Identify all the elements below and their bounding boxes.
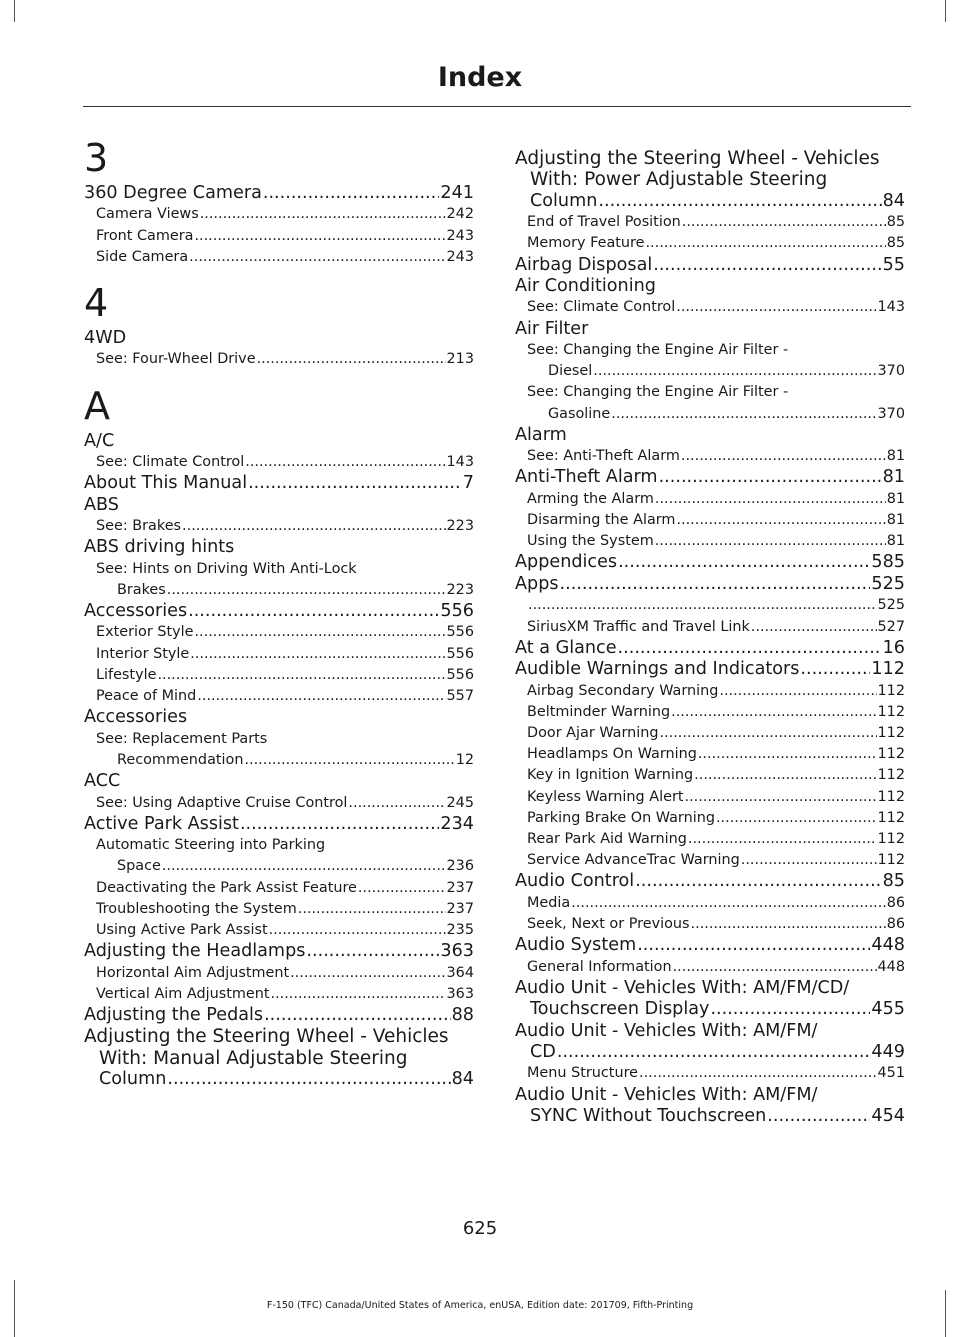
index-heading: Alarm: [515, 424, 567, 445]
index-heading: Audio Unit - Vehicles With: AM/FM/: [515, 1020, 818, 1041]
index-subentry[interactable]: See: Four-Wheel Drive ..... 213: [84, 349, 474, 370]
index-entry[interactable]: Column ..... 84: [84, 1069, 474, 1090]
index-subentry[interactable]: Deactivating the Park Assist Feature ..... 237: [84, 878, 474, 899]
index-heading: Accessories: [84, 707, 188, 728]
index-subentry[interactable]: Keyless Warning Alert ..... 112: [515, 787, 905, 808]
index-subentry[interactable]: Service AdvanceTrac Warning ..... 112: [515, 850, 905, 871]
index-entry[interactable]: Accessories ..... 556: [84, 601, 474, 622]
index-heading: Adjusting the Steering Wheel - Vehicles: [515, 148, 880, 169]
page-number: 625: [462, 1218, 498, 1239]
index-heading: With: Manual Adjustable Steering: [99, 1047, 408, 1069]
index-heading: Air Conditioning: [515, 276, 656, 297]
index-entry[interactable]: Apps ..... 525: [515, 574, 905, 595]
index-subentry[interactable]: Media ..... 86: [515, 893, 905, 914]
index-entry[interactable]: CD ..... 449: [515, 1042, 905, 1063]
index-heading: With: Power Adjustable Steering: [530, 169, 828, 191]
index-subentry[interactable]: Vertical Aim Adjustment ..... 363: [84, 984, 474, 1005]
index-entry[interactable]: SYNC Without Touchscreen ..... 454: [515, 1106, 905, 1127]
index-subentry[interactable]: Camera Views ..... 242: [84, 204, 474, 225]
index-entry[interactable]: About This Manual ..... 7: [84, 473, 474, 494]
index-subentry[interactable]: Gasoline ..... 370: [515, 404, 905, 425]
index-entry[interactable]: Airbag Disposal ..... 55: [515, 255, 905, 276]
index-subentry-text: See: Hints on Driving With Anti-Lock: [96, 560, 357, 577]
index-subentry[interactable]: Interior Style ..... 556: [84, 644, 474, 665]
index-subentry-text: Automatic Steering into Parking: [96, 837, 326, 854]
crop-mark: [945, 0, 946, 22]
section-letter: 3: [84, 136, 109, 180]
index-subentry[interactable]: See: Climate Control ..... 143: [515, 297, 905, 318]
index-subentry[interactable]: Disarming the Alarm ..... 81: [515, 510, 905, 531]
index-subentry[interactable]: Headlamps On Warning ..... 112: [515, 744, 905, 765]
index-subentry[interactable]: Diesel ..... 370: [515, 361, 905, 382]
index-subentry[interactable]: Troubleshooting the System ..... 237: [84, 899, 474, 920]
index-subentry[interactable]: Door Ajar Warning ..... 112: [515, 723, 905, 744]
index-subentry[interactable]: See: Climate Control ..... 143: [84, 452, 474, 473]
index-heading: Adjusting the Steering Wheel - Vehicles: [84, 1026, 449, 1048]
index-heading: A/C: [84, 430, 115, 451]
section-letter: A: [84, 383, 110, 428]
index-subentry[interactable]: Menu Structure ..... 451: [515, 1063, 905, 1084]
index-entry[interactable]: Adjusting the Pedals ..... 88: [84, 1005, 474, 1026]
index-subentry[interactable]: Peace of Mind ..... 557: [84, 686, 474, 707]
index-subentry[interactable]: Seek, Next or Previous ..... 86: [515, 914, 905, 935]
index-subentry[interactable]: Using the System ..... 81: [515, 531, 905, 552]
index-entry[interactable]: Appendices ..... 585: [515, 552, 905, 573]
index-entry[interactable]: At a Glance ..... 16: [515, 638, 905, 659]
index-subentry[interactable]: Exterior Style ..... 556: [84, 622, 474, 643]
index-subentry[interactable]: General Information ..... 448: [515, 957, 905, 978]
index-subentry-text: See: Changing the Engine Air Filter -: [527, 384, 789, 401]
index-subentry[interactable]: Using Active Park Assist ..... 235: [84, 920, 474, 941]
index-column-left: [84, 133, 474, 1091]
crop-mark: [14, 0, 15, 22]
index-entry[interactable]: Adjusting the Headlamps ..... 363: [84, 941, 474, 962]
index-subentry[interactable]: Brakes ..... 223: [84, 580, 474, 601]
index-entry[interactable]: Active Park Assist ..... 234: [84, 814, 474, 835]
index-subentry[interactable]: Key in Ignition Warning ..... 112: [515, 765, 905, 786]
index-subentry[interactable]: Lifestyle ..... 556: [84, 665, 474, 686]
index-subentry[interactable]: Parking Brake On Warning ..... 112: [515, 808, 905, 829]
index-column-right: [515, 148, 905, 1127]
index-subentry[interactable]: Airbag Secondary Warning ..... 112: [515, 681, 905, 702]
index-subentry[interactable]: Front Camera ..... 243: [84, 226, 474, 247]
index-subentry-text: See: Changing the Engine Air Filter -: [527, 342, 789, 359]
index-heading: 4WD: [84, 328, 127, 349]
section-letter: 4: [84, 281, 109, 326]
index-subentry[interactable]: SiriusXM Traffic and Travel Link ..... 527: [515, 617, 905, 638]
index-subentry[interactable]: See: Using Adaptive Cruise Control ..... 245: [84, 793, 474, 814]
index-subentry[interactable]: Rear Park Aid Warning ..... 112: [515, 829, 905, 850]
index-subentry[interactable]: Space ..... 236: [84, 856, 474, 877]
index-heading: Audio Unit - Vehicles With: AM/FM/CD/: [515, 977, 850, 998]
index-subentry[interactable]: Side Camera ..... 243: [84, 247, 474, 268]
index-subentry[interactable]: End of Travel Position ..... 85: [515, 212, 905, 233]
index-entry[interactable]: Anti-Theft Alarm ..... 81: [515, 467, 905, 488]
index-entry[interactable]: Touchscreen Display ..... 455: [515, 999, 905, 1020]
index-subentry[interactable]: See: Brakes ..... 223: [84, 516, 474, 537]
index-subentry[interactable]: ..... 525: [515, 595, 905, 616]
header-rule: [83, 106, 911, 107]
index-subentry[interactable]: Beltminder Warning ..... 112: [515, 702, 905, 723]
crop-mark: [945, 1290, 946, 1337]
index-subentry-text: See: Replacement Parts: [96, 730, 268, 747]
index-heading: ABS driving hints: [84, 537, 235, 558]
index-heading: Air Filter: [515, 318, 589, 339]
index-heading: Audio Unit - Vehicles With: AM/FM/: [515, 1084, 818, 1105]
index-subentry[interactable]: See: Anti-Theft Alarm ..... 81: [515, 446, 905, 467]
index-entry[interactable]: 360 Degree Camera ..... 241: [84, 183, 474, 204]
page-title: Index: [437, 62, 523, 93]
footer-text: F-150 (TFC) Canada/United States of America, enUSA, Edition date: 201709, Fifth-Printing: [266, 1300, 694, 1311]
index-entry[interactable]: Audible Warnings and Indicators ..... 112: [515, 659, 905, 680]
index-subentry[interactable]: Memory Feature ..... 85: [515, 233, 905, 254]
index-subentry[interactable]: Arming the Alarm ..... 81: [515, 489, 905, 510]
index-entry[interactable]: Audio Control ..... 85: [515, 871, 905, 892]
index-entry[interactable]: Column ..... 84: [515, 191, 905, 212]
index-entry[interactable]: Audio System ..... 448: [515, 935, 905, 956]
index-heading: ABS: [84, 494, 119, 515]
index-subentry[interactable]: Recommendation ..... 12: [84, 750, 474, 771]
index-heading: ACC: [84, 771, 121, 792]
index-subentry[interactable]: Horizontal Aim Adjustment ..... 364: [84, 963, 474, 984]
